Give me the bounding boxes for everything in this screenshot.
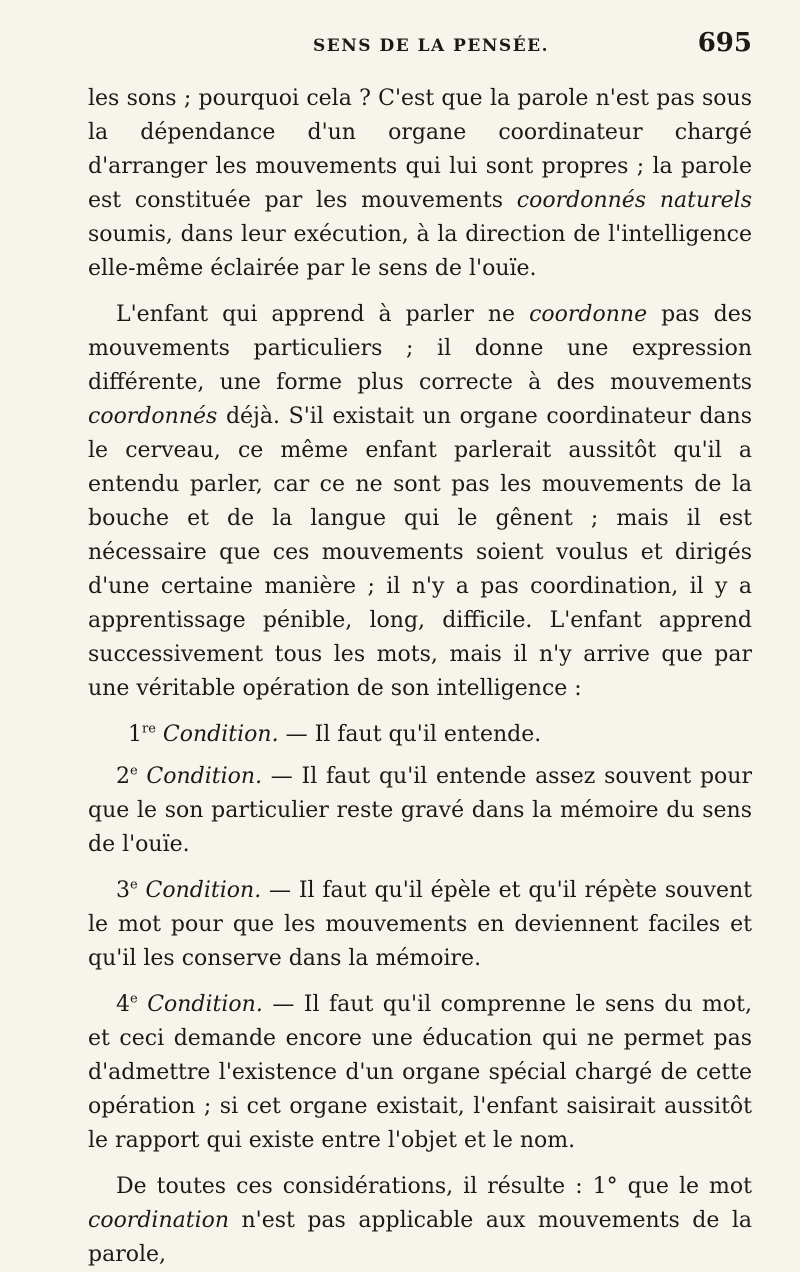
text-run: De toutes ces considérations, il résulte : 1° que le mot <box>116 1174 752 1199</box>
ordinal-suffix: e <box>130 991 138 1007</box>
text-run: soumis, dans leur exécution, à la direction de l'intelligence elle-même éclairée par le sens de l'ouïe. <box>88 222 752 281</box>
ordinal-suffix: e <box>130 877 138 893</box>
paragraph-1 <box>88 82 752 286</box>
page-number: 695 <box>697 28 752 58</box>
condition-text: — Il faut qu'il entende assez souvent pour que le son particulier reste gravé dans la mémoire du sens de l'ouïe. <box>88 764 752 857</box>
condition-2 <box>88 760 752 862</box>
page-header <box>88 28 752 68</box>
condition-1 <box>88 718 752 752</box>
text-run: pas des mouvements particuliers ; il donne une expression différente, une forme plus correcte à des mouvements <box>88 302 752 395</box>
condition-text: — Il faut qu'il entende. <box>278 722 542 747</box>
body-text <box>88 82 752 1272</box>
condition-number: 1 <box>128 722 142 747</box>
paragraph-2 <box>88 298 752 706</box>
text-run: L'enfant qui apprend à parler ne <box>116 302 530 327</box>
condition-label: Condition. <box>147 992 263 1017</box>
italic-phrase: coordonnés <box>88 404 218 429</box>
condition-text: — Il faut qu'il comprenne le sens du mot, et ceci demande encore une éducation qui ne permet pas d'admettre l'existence d'un organe spécial chargé de cette opération ; si cet organe existait, l'enfant saisirait aussitôt le rapport qui existe entre l'objet et le nom. <box>88 992 752 1153</box>
condition-number: 2 <box>116 764 130 789</box>
condition-text: — Il faut qu'il épèle et qu'il répète souvent le mot pour que les mouvements en deviennent faciles et qu'il les conserve dans la mémoire. <box>88 878 752 971</box>
condition-label: Condition. <box>162 722 279 747</box>
condition-number: 4 <box>116 992 130 1017</box>
ordinal-suffix: e <box>130 763 138 779</box>
condition-label: Condition. <box>146 764 263 789</box>
italic-phrase: coordonnés naturels <box>516 188 752 213</box>
condition-4 <box>88 988 752 1158</box>
text-run: les sons ; pourquoi cela ? C'est que la parole n'est pas sous la dépendance d'un organe coordinateur chargé d'arranger les mouvements qui lui sont propres ; la parole est constituée par les mouvements <box>88 86 752 213</box>
paragraph-last <box>88 1170 752 1272</box>
condition-label: Condition. <box>145 878 262 903</box>
running-title: SENS DE LA PENSÉE. <box>313 36 550 56</box>
italic-phrase: coordination <box>88 1208 230 1233</box>
condition-3 <box>88 874 752 976</box>
text-run: déjà. S'il existait un organe coordinateur dans le cerveau, ce même enfant parlerait aussitôt qu'il a entendu parler, car ce ne sont pas les mouvements de la bouche et de la langue qui le gênent ; mais il est nécessaire que ces mouvements soient voulus et dirigés d'une certaine manière ; il n'y a pas coordination, il y a apprentissage pénible, long, difficile. L'enfant apprend successivement tous les mots, mais il n'y arrive que par une véritable opération de son intelligence : <box>88 404 752 701</box>
ordinal-suffix: re <box>142 721 156 737</box>
text-run: n'est pas applicable aux mouvements de la parole, <box>88 1208 752 1267</box>
italic-phrase: coordonne <box>529 302 648 327</box>
condition-number: 3 <box>116 878 130 903</box>
